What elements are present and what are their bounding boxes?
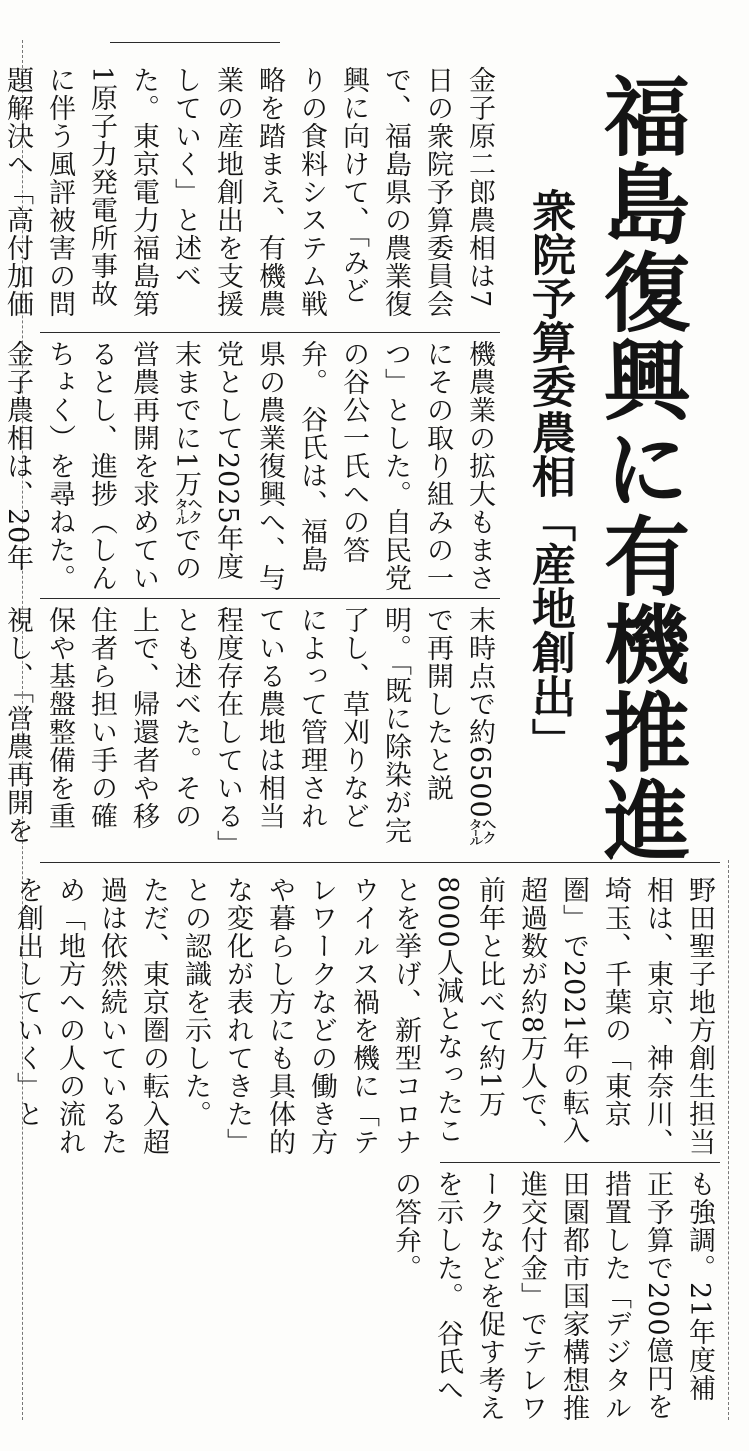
divider-article1-row1	[40, 332, 500, 333]
divider-articles	[40, 862, 720, 863]
divider-article1-row2	[40, 598, 500, 599]
scan-line-right	[728, 860, 729, 1420]
subheadline-committee: 衆院予算委	[524, 188, 575, 408]
divider-top	[110, 42, 280, 43]
article1-block3: 末時点で約6500㌶で再開したと説明。「既に除染が完了し、草刈りなどによって管理されている農地は相当程度存在している」とも述べた。その上で、帰還者や移住者ら担い手の確保や基盤整備を重視し、「営農再開を	[2, 606, 495, 847]
article1-block1: 金子原二郎農相は7日の衆院予算委員会で、福島県の農業復興に向けて、「みどりの食料システム戦略を踏まえ、有機農業の産地創出を支援していく」と述べた。東京電力福島第1原子力発電所事故に伴う風評被害の問題解決へ「高付加価	[2, 66, 495, 318]
headline: 福島復興に有機推進	[589, 72, 689, 864]
subheadline-quote: 農相「産地創出」	[524, 410, 575, 762]
article2-block2: も強調。21年度補正予算で200億円を措置した「デジタル田園都市国家構想推進交付金」でテレワークなどを促す考えを示した。 谷氏への答弁。	[390, 1170, 715, 1422]
article2-block1: 野田聖子地方創生担当相は、東京、神奈川、埼玉、千葉の「東京圏」で2021年の転入超過数が約8万人で、前年と比べて約1万8000人減となったことを挙げ、新型コロナウイルス禍を機に「テレワークなどの働き方や暮らし方にも具体的な変化が表れてきた」との認識を示した。 ただ、東京圏の転入超過は依然続いているため「地方への人の流れを創出していく」と	[12, 876, 715, 1156]
divider-article2-row	[440, 1162, 720, 1163]
article1-block2: 機農業の拡大もまさにその取り組みの一つ」とした。自民党の谷公一氏への答弁。 谷氏は、福島県の農業復興へ、与党として2025年度末までに1万㌶での営農再開を求めているとし、進捗（しんちょく）を尋ねた。 金子農相は、20年	[2, 340, 495, 592]
